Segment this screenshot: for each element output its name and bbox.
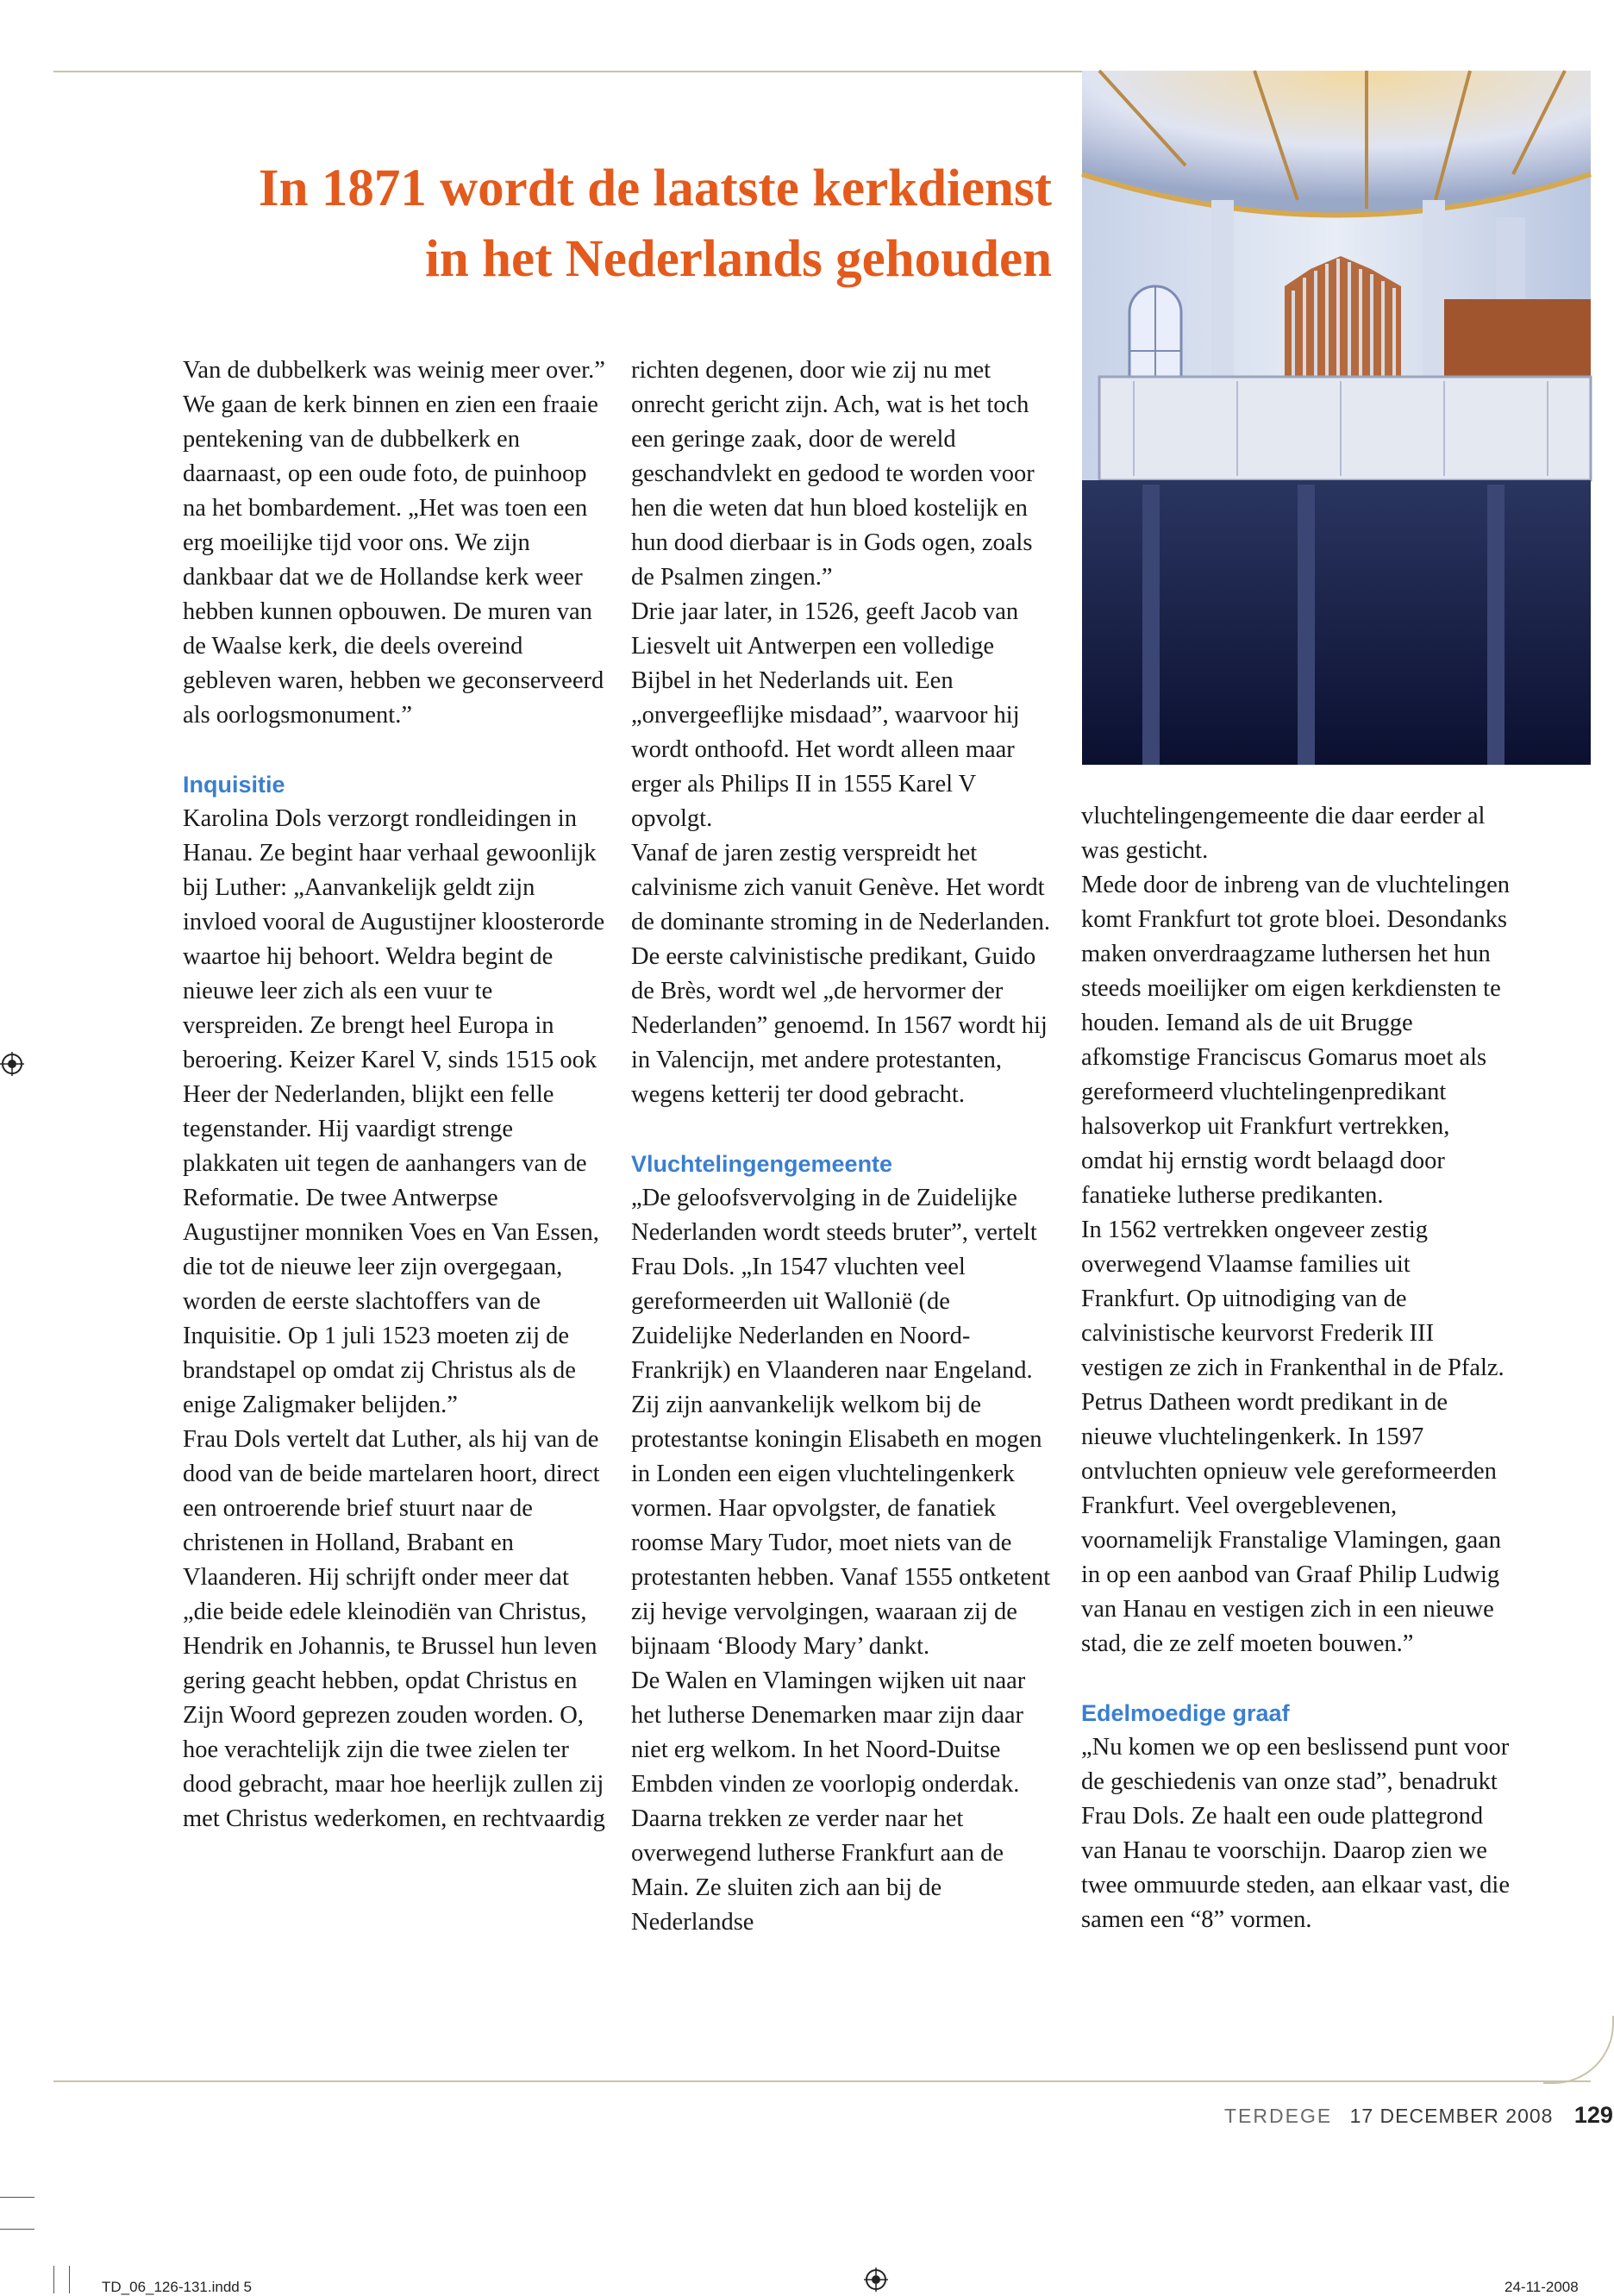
subheading-inquisitie: Inquisitie	[183, 772, 285, 798]
text-column-3	[1081, 799, 1512, 1937]
paragraph: richten degenen, door wie zij nu met onrecht gericht zijn. Ach, wat is het toch een geringe zaak, door de wereld geschandvlekt en gedood te worden voor hen die weten dat hun bloed kostelijk en hun dood dierbaar is in Gods ogen, zoals de Psalmen zingen.”	[631, 357, 1035, 591]
slug-date: 24-11-2008	[1505, 2279, 1579, 2295]
paragraph: Karolina Dols verzorgt rondleidingen in Hanau. Ze begint haar verhaal gewoonlijk bij Luther: „Aanvankelijk geldt zijn invloed vooral de Augustijner kloosterorde waartoe hij behoort. Weldra begint de nieuwe leer zich als een vuur te verspreiden. Ze brengt heel Europa in beroering. Keizer Karel V, sinds 1515 ook Heer der Nederlanden, blijkt een felle tegenstander. Hij vaardigt strenge plakkaten uit tegen de aanhangers van de Reformatie. De twee Antwerpse Augustijner monniken Voes en Van Essen, die tot de nieuwe leer zijn overgegaan, worden de eerste slachtoffers van de Inquisitie. Op 1 juli 1523 moeten zij de brandstapel op omdat zij Christus als de enige Zaligmaker belijden.”	[183, 805, 605, 1418]
paragraph: Vanaf de jaren zestig verspreidt het calvinisme zich vanuit Genève. Het wordt de dominante stroming in de Nederlanden. De eerste calvinistische predikant, Guido de Brès, wordt wel „de hervormer der Nederlanden” genoemd. In 1567 wordt hij in Valencijn, met andere protestanten, wegens ketterij ter dood gebracht.	[631, 840, 1050, 1108]
paragraph: De Walen en Vlamingen wijken uit naar het lutherse Denemarken maar zijn daar niet erg welkom. In het Noord-Duitse Embden vinden ze voorlopig onderdak. Daarna trekken ze verder naar het overwegend lutherse Frankfurt aan de Main. Ze sluiten zich aan bij de Nederlandse	[631, 1667, 1026, 1936]
title-line-2: in het Nederlands gehouden	[424, 230, 1052, 288]
paragraph: „Nu komen we op een beslissend punt voor de geschiedenis van onze stad”, benadrukt Frau Dols. Ze haalt een oude plattegrond van Hanau te voorschijn. Daarop zien we twee ommuurde steden, aan elkaar vast, die samen een “8” vormen.	[1081, 1734, 1510, 1933]
registration-mark-icon	[0, 1052, 24, 1076]
subheading-edelmoedige-graaf: Edelmoedige graaf	[1081, 1700, 1290, 1726]
issue-date: 17 DECEMBER 2008	[1349, 2105, 1554, 2127]
paragraph: In 1562 vertrekken ongeveer zestig overwegend Vlaamse families uit Frankfurt. Op uitnodiging van de calvinistische keurvorst Frederik III vestigen ze zich in Frankenthal in de Pfalz. Petrus Datheen wordt predikant in de nieuwe vluchtelingenkerk. In 1597 ontvluchten opnieuw vele gereformeerden Frankfurt. Veel overgeblevenen, voornamelijk Franstalige Vlamingen, gaan in op een aanbod van Graaf Philip Ludwig van Hanau en vestigen zich in een nieuwe stad, die ze zelf moeten bouwen.”	[1081, 1217, 1505, 1657]
paragraph: Frau Dols vertelt dat Luther, als hij van de dood van de beide martelaren hoort, direct een ontroerende brief stuurt naar de christenen in Holland, Brabant en Vlaanderen. Hij schrijft onder meer dat „die beide edele kleinodiën van Christus, Hendrik en Johannis, te Brussel hun leven gering geacht hebben, opdat Christus en Zijn Woord geprezen zouden worden. O, hoe verachtelijk zijn die twee zielen ter dood gebracht, maar hoe heerlijk zullen zij met Christus wederkomen, en rechtvaardig	[183, 1426, 605, 1832]
paragraph: Drie jaar later, in 1526, geeft Jacob van Liesvelt uit Antwerpen een volledige Bijbel in het Nederlands uit. Een „onvergeeflijke misdaad”, waarvoor hij wordt onthoofd. Het wordt alleen maar erger als Philips II in 1555 Karel V opvolgt.	[631, 598, 1020, 832]
paragraph: Van de dubbelkerk was weinig meer over.”	[183, 357, 605, 384]
paragraph: vluchtelingengemeente die daar eerder al was gesticht.	[1081, 803, 1486, 864]
title-line-1: In 1871 wordt de laatste kerkdienst	[258, 160, 1052, 217]
subheading-vluchtelingengemeente: Vluchtelingengemeente	[631, 1151, 893, 1177]
crop-mark	[0, 2197, 34, 2198]
paragraph: „De geloofsvervolging in de Zuidelijke Nederlanden wordt steeds bruter”, vertelt Frau Dols. „In 1547 vluchten veel gereformeerden uit Wallonië (de Zuidelijke Nederlanden en Noord-Frankrijk) en Vlaanderen naar Engeland. Zij zijn aanvankelijk welkom bij de protestantse koningin Elisabeth en mogen in Londen een eigen vluchtelingenkerk vormen. Haar opvolgster, de fanatiek roomse Mary Tudor, moet niets van de protestanten hebben. Vanaf 1555 ontketent zij hevige vervolgingen, waaraan zij de bijnaam ‘Bloody Mary’ dankt.	[631, 1185, 1051, 1660]
registration-mark-icon	[864, 2268, 888, 2292]
magazine-name: TERDEGE	[1224, 2105, 1333, 2127]
slug-file-name: TD_06_126-131.indd 5	[102, 2279, 252, 2295]
article-title	[177, 153, 1052, 295]
crop-mark	[53, 2266, 54, 2293]
top-rule	[53, 71, 1088, 72]
corner-curve	[1543, 2016, 1614, 2084]
page-footer	[1224, 2102, 1613, 2129]
text-column-1	[183, 353, 605, 1836]
page-number: 129	[1573, 2102, 1613, 2128]
paragraph: Mede door de inbreng van de vluchtelingen komt Frankfurt tot grote bloei. Desondanks maken onverdraagzame luthersen het hun steeds moeilijker om eigen kerkdiensten te houden. Iemand als de uit Brugge afkomstige Franciscus Gomarus moet als gereformeerd vluchtelingenpredikant halsoverkop uit Frankfurt vertrekken, omdat hij ernstig wordt belaagd door fanatieke lutherse predikanten.	[1081, 872, 1511, 1209]
church-organ-interior-photo	[1082, 71, 1591, 765]
bottom-rule	[53, 2080, 1591, 2082]
crop-mark	[69, 2266, 70, 2293]
paragraph: We gaan de kerk binnen en zien een fraaie pentekening van de dubbelkerk en daarnaast, op een oude foto, de puinhoop na het bombardement. „Het was toen een erg moeilijke tijd voor ons. We zijn dankbaar dat we de Hollandse kerk weer hebben kunnen opbouwen. De muren van de Waalse kerk, die deels overeind gebleven waren, hebben we geconserveerd als oorlogsmonument.”	[183, 391, 604, 729]
text-column-2	[631, 353, 1054, 1940]
crop-mark	[0, 2229, 34, 2230]
